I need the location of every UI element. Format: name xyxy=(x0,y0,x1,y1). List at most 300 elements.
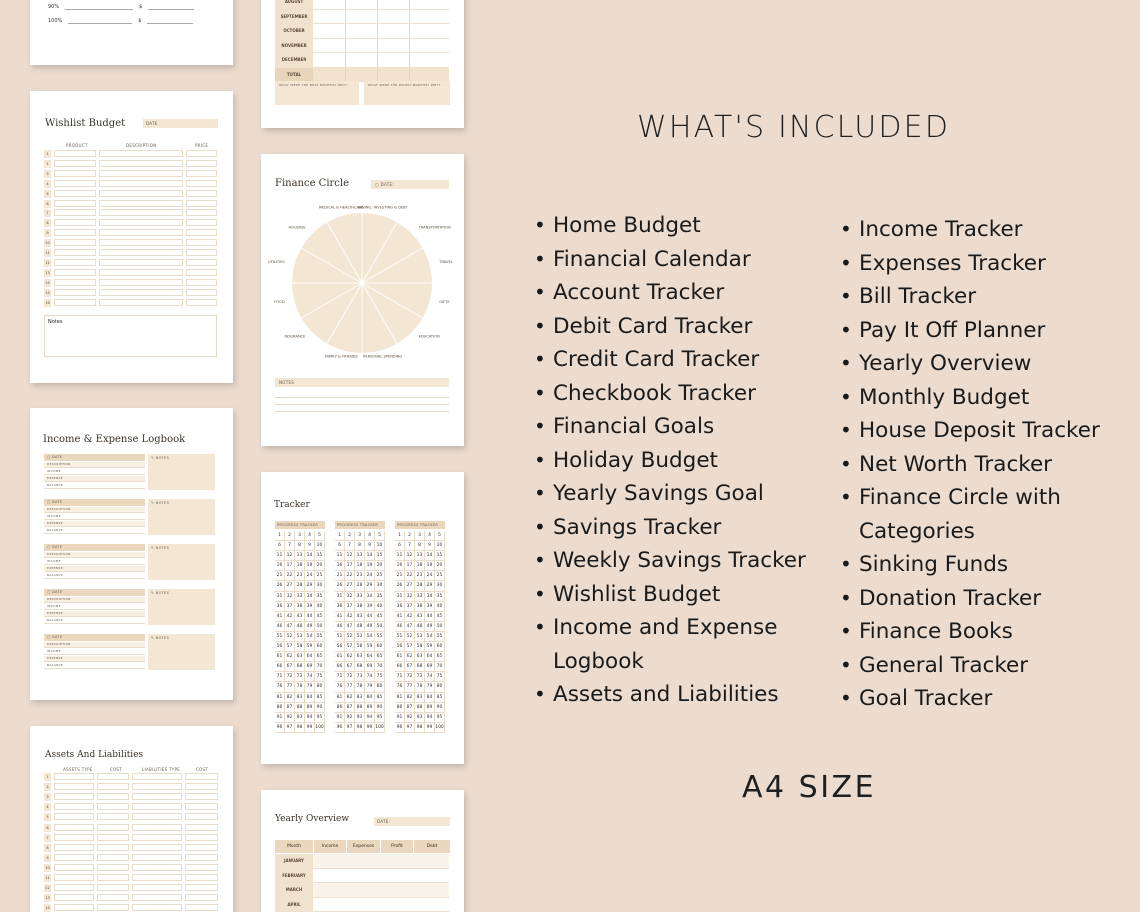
progress-cell: 81 xyxy=(335,693,345,703)
divider xyxy=(345,24,346,38)
best-months-box xyxy=(275,81,359,105)
progress-cell: 57 xyxy=(345,642,355,652)
progress-cell: 55 xyxy=(315,632,325,642)
progress-cell: 55 xyxy=(375,632,385,642)
progress-cell: 54 xyxy=(305,632,315,642)
progress-cell: 78 xyxy=(295,682,305,692)
progress-cell: 25 xyxy=(435,571,445,581)
cell xyxy=(97,844,129,851)
feature-item-right: • Donation Tracker xyxy=(840,582,1120,616)
progress-cell: 10 xyxy=(435,541,445,551)
progress-cell: 5 xyxy=(315,531,325,541)
progress-cell: 76 xyxy=(395,682,405,692)
page-thumb-yearly-overview xyxy=(261,790,464,912)
row-number: 4 xyxy=(44,180,51,188)
progress-cell: 53 xyxy=(415,632,425,642)
logbook-field: DESCRIPTION xyxy=(44,642,145,648)
logbook-field: EXPENSE xyxy=(44,611,145,617)
cell xyxy=(97,864,129,871)
wheel-category-label: FOOD xyxy=(274,299,285,304)
feature-item-left: • Debit Card Tracker xyxy=(534,310,824,344)
page-thumb-savings-partial xyxy=(30,0,233,65)
progress-cell: 40 xyxy=(315,602,325,612)
month-row xyxy=(275,10,449,25)
feature-item-right: • Net Worth Tracker xyxy=(840,448,1120,482)
progress-cell: 100 xyxy=(375,723,385,733)
cell xyxy=(54,904,94,911)
progress-cell: 16 xyxy=(335,561,345,571)
progress-cell: 63 xyxy=(355,652,365,662)
yearly-row xyxy=(275,898,449,912)
progress-cell: 54 xyxy=(425,632,435,642)
progress-cell: 57 xyxy=(285,642,295,652)
progress-cell: 66 xyxy=(395,662,405,672)
cell xyxy=(132,854,182,861)
date-header: ▢ DATE xyxy=(44,454,145,461)
feature-item-right: • Finance Circle with Categories xyxy=(840,481,1120,548)
row-number: 2 xyxy=(44,783,51,791)
progress-cell: 85 xyxy=(375,693,385,703)
progress-cell: 50 xyxy=(435,622,445,632)
progress-cell: 62 xyxy=(285,652,295,662)
cell xyxy=(54,160,96,167)
feature-item-left: • Wishlist Budget xyxy=(534,578,824,612)
cell xyxy=(54,844,94,851)
progress-cell: 37 xyxy=(285,602,295,612)
cell xyxy=(99,209,183,216)
progress-cell: 96 xyxy=(335,723,345,733)
feature-item-right: • Expenses Tracker xyxy=(840,247,1120,281)
progress-cell: 100 xyxy=(435,723,445,733)
progress-grid xyxy=(335,531,385,733)
progress-cell: 84 xyxy=(365,693,375,703)
cell xyxy=(97,803,129,810)
cell xyxy=(99,249,183,256)
wishlist-row xyxy=(44,249,217,258)
progress-cell: 42 xyxy=(345,612,355,622)
progress-cell: 53 xyxy=(355,632,365,642)
progress-cell: 6 xyxy=(335,541,345,551)
page-thumb-finance-circle xyxy=(261,154,464,446)
progress-cell: 14 xyxy=(425,551,435,561)
logbook-entry xyxy=(44,589,215,625)
progress-cell: 26 xyxy=(395,581,405,591)
cell xyxy=(99,229,183,236)
row-number: 2 xyxy=(44,160,51,168)
progress-cell: 73 xyxy=(295,672,305,682)
logbook-field: INCOME xyxy=(44,514,145,520)
features-list-right xyxy=(840,213,1120,716)
wishlist-row xyxy=(44,160,217,169)
logbook-field: INCOME xyxy=(44,604,145,610)
progress-cell: 93 xyxy=(295,713,305,723)
progress-cell: 36 xyxy=(275,602,285,612)
assets-row xyxy=(44,783,218,792)
progress-cell: 8 xyxy=(295,541,305,551)
wheel-category-label: HOUSING xyxy=(288,225,306,230)
row-number: 8 xyxy=(44,844,51,852)
progress-grid xyxy=(275,531,325,733)
note-line xyxy=(275,404,449,405)
progress-cell: 93 xyxy=(355,713,365,723)
progress-cell: 47 xyxy=(405,622,415,632)
cell xyxy=(54,279,96,286)
progress-cell: 39 xyxy=(425,602,435,612)
progress-cell: 4 xyxy=(425,531,435,541)
progress-cell: 49 xyxy=(305,622,315,632)
progress-cell: 51 xyxy=(335,632,345,642)
divider xyxy=(377,10,378,24)
feature-item-left: • Savings Tracker xyxy=(534,511,824,545)
progress-cell: 66 xyxy=(275,662,285,672)
cell xyxy=(54,299,96,306)
cell xyxy=(185,834,218,841)
cell xyxy=(132,783,182,790)
divider xyxy=(345,10,346,24)
logbook-field: INCOME xyxy=(44,559,145,565)
feature-item-right: • Yearly Overview xyxy=(840,347,1120,381)
cell xyxy=(97,793,129,800)
progress-cell: 62 xyxy=(345,652,355,662)
cell xyxy=(99,180,183,187)
progress-cell: 75 xyxy=(315,672,325,682)
page-thumb-income-expense-logbook xyxy=(30,408,233,700)
cell xyxy=(54,249,96,256)
cell xyxy=(54,209,96,216)
cell xyxy=(185,803,218,810)
progress-cell: 67 xyxy=(405,662,415,672)
page-thumb-tracker xyxy=(261,472,464,764)
wishlist-row xyxy=(44,229,217,238)
progress-cell: 67 xyxy=(285,662,295,672)
progress-cell: 30 xyxy=(315,581,325,591)
progress-cell: 11 xyxy=(275,551,285,561)
progress-cell: 94 xyxy=(365,713,375,723)
feature-item-right: • Monthly Budget xyxy=(840,381,1120,415)
progress-cell: 23 xyxy=(415,571,425,581)
date-field xyxy=(371,180,449,189)
cell xyxy=(99,160,183,167)
progress-cell: 74 xyxy=(425,672,435,682)
progress-cell: 31 xyxy=(335,592,345,602)
progress-cell: 72 xyxy=(285,672,295,682)
progress-cell: 93 xyxy=(415,713,425,723)
progress-cell: 63 xyxy=(295,652,305,662)
row-number: 11 xyxy=(45,876,50,880)
progress-cell: 2 xyxy=(345,531,355,541)
progress-cell: 24 xyxy=(305,571,315,581)
progress-cell: 96 xyxy=(395,723,405,733)
progress-cell: 39 xyxy=(305,602,315,612)
currency-label: $ xyxy=(138,18,142,24)
cell xyxy=(185,773,218,780)
progress-cell: 87 xyxy=(285,703,295,713)
progress-cell: 19 xyxy=(305,561,315,571)
cell xyxy=(97,834,129,841)
size-label: A4 SIZE xyxy=(742,770,877,805)
cell xyxy=(186,289,217,296)
progress-cell: 19 xyxy=(425,561,435,571)
feature-item-right: • Finance Books xyxy=(840,615,1120,649)
progress-cell: 59 xyxy=(365,642,375,652)
page-title: Wishlist Budget xyxy=(45,118,126,129)
progress-cell: 6 xyxy=(275,541,285,551)
cell xyxy=(132,884,182,891)
progress-cell: 70 xyxy=(315,662,325,672)
cell xyxy=(54,170,96,177)
progress-cell: 7 xyxy=(405,541,415,551)
wishlist-row xyxy=(44,170,217,179)
progress-cell: 22 xyxy=(345,571,355,581)
logbook-field: DESCRIPTION xyxy=(44,462,145,468)
yearly-row xyxy=(275,854,449,869)
cell xyxy=(132,793,182,800)
progress-cell: 47 xyxy=(285,622,295,632)
cell xyxy=(99,289,183,296)
progress-cell: 68 xyxy=(355,662,365,672)
progress-cell: 3 xyxy=(355,531,365,541)
cell xyxy=(99,150,183,157)
divider xyxy=(345,39,346,53)
progress-cell: 91 xyxy=(395,713,405,723)
cell xyxy=(186,150,217,157)
yearly-col-header: Income xyxy=(314,840,346,853)
cell xyxy=(54,150,96,157)
cell xyxy=(185,813,218,820)
progress-cell: 43 xyxy=(295,612,305,622)
progress-cell: 9 xyxy=(365,541,375,551)
divider xyxy=(377,0,378,9)
yearly-col-header: Debt xyxy=(414,840,450,853)
row-number: 10 xyxy=(45,241,50,246)
progress-cell: 40 xyxy=(435,602,445,612)
divider xyxy=(409,0,410,9)
progress-cell: 33 xyxy=(355,592,365,602)
cell xyxy=(132,824,182,831)
progress-cell: 29 xyxy=(425,581,435,591)
pct-label: 90% xyxy=(48,4,60,10)
notes-box: ✎ NOTES xyxy=(148,589,215,625)
wishlist-row xyxy=(44,269,217,278)
progress-cell: 92 xyxy=(285,713,295,723)
cell xyxy=(186,229,217,236)
calendar-icon: ▢ xyxy=(375,182,380,187)
date-label: DATE xyxy=(146,121,158,126)
progress-cell: 97 xyxy=(405,723,415,733)
progress-cell: 19 xyxy=(365,561,375,571)
progress-cell: 36 xyxy=(395,602,405,612)
progress-cell: 87 xyxy=(345,703,355,713)
date-label: DATE: xyxy=(380,182,394,187)
logbook-field: EXPENSE xyxy=(44,476,145,482)
row-number: 11 xyxy=(45,251,50,255)
progress-cell: 32 xyxy=(285,592,295,602)
divider xyxy=(345,0,346,9)
cell xyxy=(185,874,218,881)
row-number: 13 xyxy=(45,270,50,275)
cell xyxy=(185,894,218,901)
logbook-entry xyxy=(44,544,215,580)
assets-row xyxy=(44,904,218,912)
progress-cell: 85 xyxy=(315,693,325,703)
progress-cell: 83 xyxy=(355,693,365,703)
wheel-category-label: TRANSPORTATION xyxy=(418,225,451,230)
row-number: 3 xyxy=(44,170,51,178)
col-description: DESCRIPTION xyxy=(126,143,157,148)
cell xyxy=(186,269,217,276)
progress-cell: 42 xyxy=(285,612,295,622)
progress-cell: 95 xyxy=(435,713,445,723)
progress-grid xyxy=(395,531,445,733)
month-row xyxy=(275,68,449,83)
notes-box: ✎ NOTES xyxy=(148,454,215,490)
cell xyxy=(54,180,96,187)
progress-cell: 42 xyxy=(405,612,415,622)
progress-cell: 13 xyxy=(415,551,425,561)
progress-cell: 28 xyxy=(355,581,365,591)
progress-cell: 24 xyxy=(365,571,375,581)
progress-cell: 95 xyxy=(375,713,385,723)
notes-box: ✎ NOTES xyxy=(148,544,215,580)
divider xyxy=(345,53,346,67)
month-row xyxy=(275,39,449,54)
progress-cell: 68 xyxy=(295,662,305,672)
progress-cell: 16 xyxy=(395,561,405,571)
progress-cell: 68 xyxy=(415,662,425,672)
progress-cell: 78 xyxy=(355,682,365,692)
notes-label: Notes xyxy=(48,319,63,325)
month-label: OCTOBER xyxy=(275,24,313,38)
wishlist-row xyxy=(44,299,217,308)
progress-cell: 48 xyxy=(415,622,425,632)
progress-cell: 10 xyxy=(315,541,325,551)
progress-cell: 25 xyxy=(375,571,385,581)
feature-item-left: • Home Budget xyxy=(534,209,824,243)
progress-cell: 17 xyxy=(405,561,415,571)
progress-cell: 86 xyxy=(335,703,345,713)
progress-cell: 95 xyxy=(315,713,325,723)
month-label: MARCH xyxy=(275,883,313,897)
row-number: 14 xyxy=(45,280,50,285)
cell xyxy=(99,279,183,286)
cell xyxy=(132,834,182,841)
wishlist-row xyxy=(44,239,217,248)
logbook-field: INCOME xyxy=(44,469,145,475)
row-number: 6 xyxy=(44,824,51,832)
cell xyxy=(54,864,94,871)
cell xyxy=(132,904,182,911)
progress-cell: 28 xyxy=(415,581,425,591)
progress-cell: 52 xyxy=(285,632,295,642)
progress-cell: 72 xyxy=(405,672,415,682)
features-list-left xyxy=(534,209,824,712)
progress-cell: 96 xyxy=(275,723,285,733)
progress-cell: 70 xyxy=(435,662,445,672)
cell xyxy=(185,793,218,800)
assets-row xyxy=(44,894,218,903)
page-thumb-monthly-totals xyxy=(261,0,464,128)
progress-cell: 77 xyxy=(405,682,415,692)
row-number: 5 xyxy=(44,813,51,821)
row-number: 7 xyxy=(44,834,51,842)
row-number: 14 xyxy=(45,906,50,911)
divider xyxy=(377,53,378,67)
progress-cell: 97 xyxy=(345,723,355,733)
cell xyxy=(99,239,183,246)
feature-item-right: • Goal Tracker xyxy=(840,682,1120,716)
progress-cell: 38 xyxy=(355,602,365,612)
progress-cell: 54 xyxy=(365,632,375,642)
cell xyxy=(54,289,96,296)
col-cost: COST xyxy=(196,767,209,772)
divider xyxy=(377,24,378,38)
progress-cell: 64 xyxy=(305,652,315,662)
progress-cell: 62 xyxy=(405,652,415,662)
date-header: ▢ DATE xyxy=(44,499,145,506)
progress-cell: 15 xyxy=(315,551,325,561)
progress-cell: 16 xyxy=(275,561,285,571)
progress-cell: 59 xyxy=(425,642,435,652)
progress-cell: 90 xyxy=(375,703,385,713)
progress-cell: 50 xyxy=(375,622,385,632)
progress-cell: 45 xyxy=(315,612,325,622)
progress-cell: 82 xyxy=(405,693,415,703)
progress-cell: 45 xyxy=(435,612,445,622)
progress-cell: 33 xyxy=(415,592,425,602)
progress-cell: 23 xyxy=(295,571,305,581)
feature-item-right: • Bill Tracker xyxy=(840,280,1120,314)
yearly-col-header: Month xyxy=(275,840,313,853)
yearly-col-header: Profit xyxy=(381,840,413,853)
progress-cell: 71 xyxy=(275,672,285,682)
feature-item-right: • General Tracker xyxy=(840,649,1120,683)
page-title: Finance Circle xyxy=(275,178,350,189)
cell xyxy=(186,249,217,256)
cell xyxy=(54,834,94,841)
progress-cell: 83 xyxy=(415,693,425,703)
divider xyxy=(409,39,410,53)
progress-cell: 88 xyxy=(415,703,425,713)
progress-cell: 34 xyxy=(425,592,435,602)
cell xyxy=(186,279,217,286)
progress-cell: 38 xyxy=(295,602,305,612)
month-row xyxy=(275,53,449,68)
progress-cell: 73 xyxy=(415,672,425,682)
progress-cell: 29 xyxy=(305,581,315,591)
cell xyxy=(186,239,217,246)
progress-cell: 91 xyxy=(275,713,285,723)
cell xyxy=(99,190,183,197)
progress-cell: 89 xyxy=(365,703,375,713)
row-number: 12 xyxy=(45,886,50,891)
cell xyxy=(97,773,129,780)
progress-cell: 49 xyxy=(425,622,435,632)
wishlist-row xyxy=(44,259,217,268)
assets-row xyxy=(44,803,218,812)
note-line xyxy=(275,397,449,398)
progress-cell: 89 xyxy=(425,703,435,713)
feature-item-left: • Financial Goals xyxy=(534,410,824,444)
cell xyxy=(185,824,218,831)
page-thumb-assets-liabilities xyxy=(30,726,233,912)
cell xyxy=(185,884,218,891)
notes-label: NOTES xyxy=(279,380,295,385)
month-label: AUGUST xyxy=(275,0,313,9)
progress-cell: 1 xyxy=(395,531,405,541)
progress-cell: 86 xyxy=(395,703,405,713)
progress-cell: 45 xyxy=(375,612,385,622)
cell xyxy=(54,894,94,901)
